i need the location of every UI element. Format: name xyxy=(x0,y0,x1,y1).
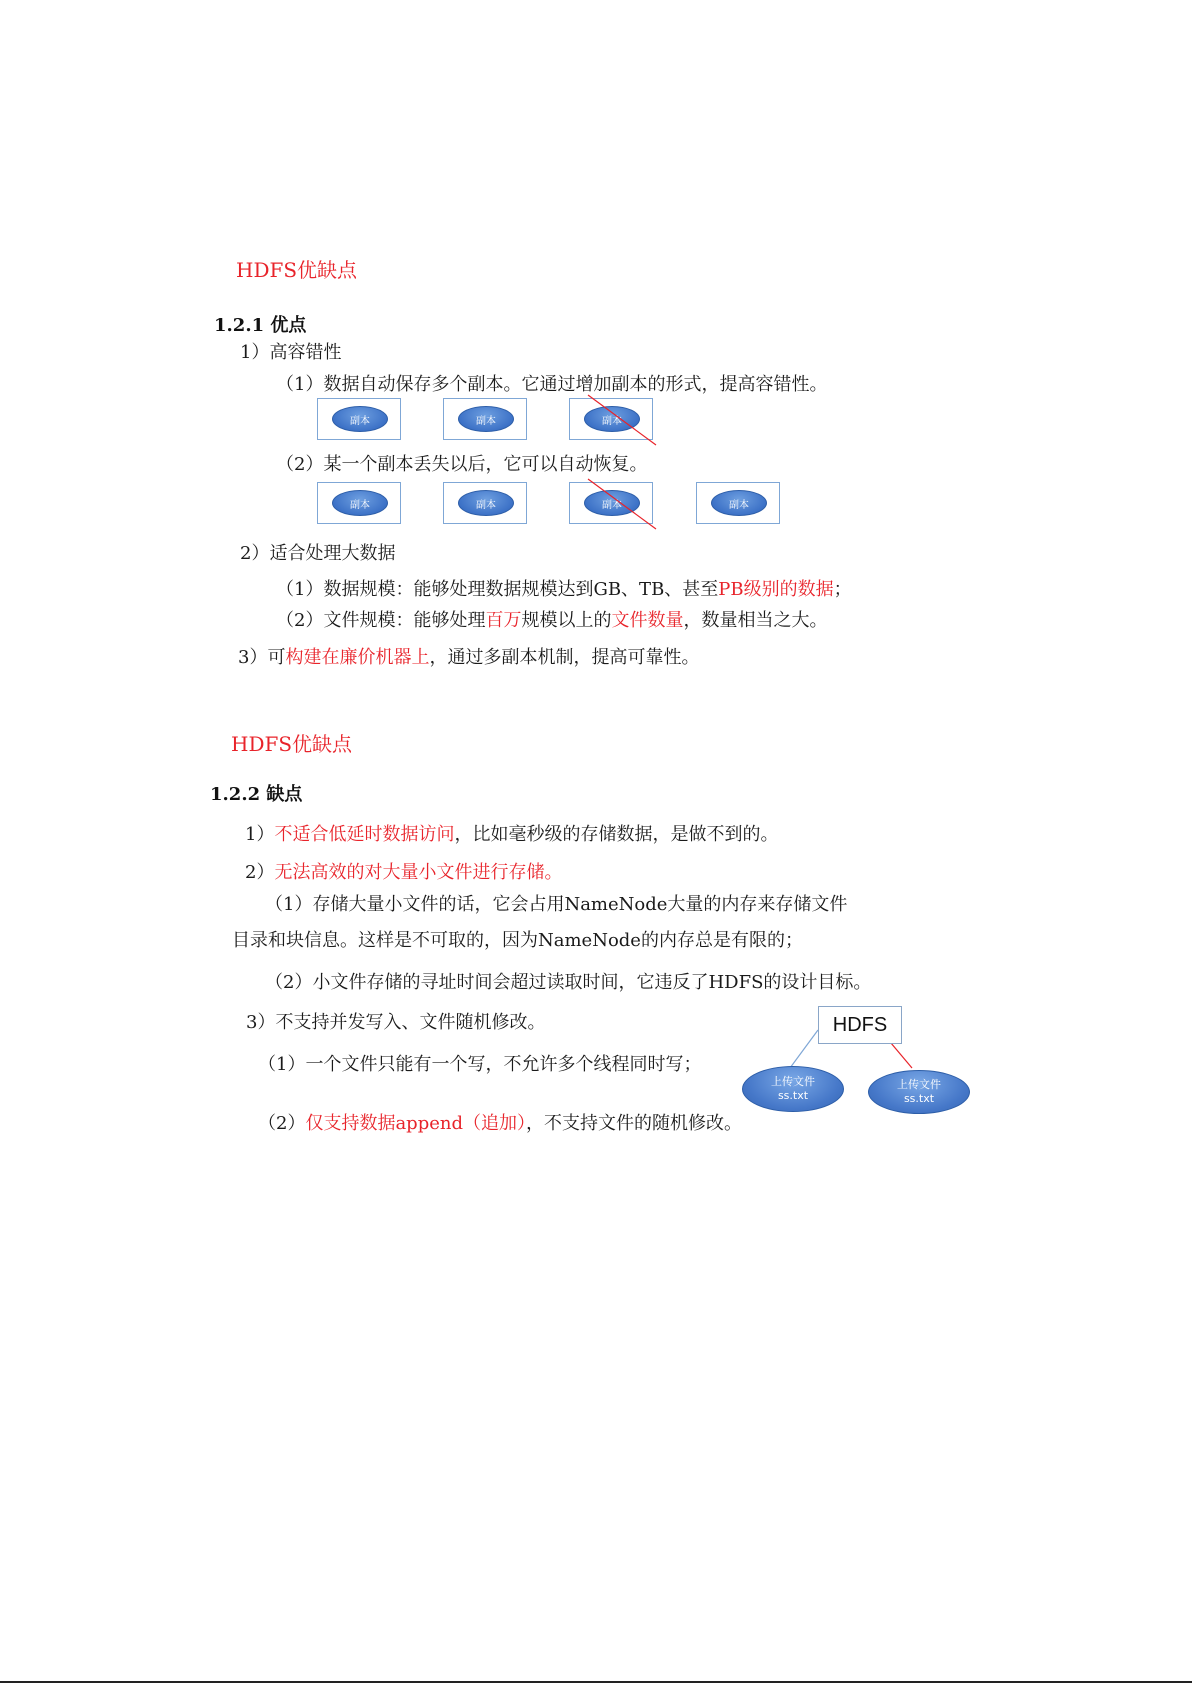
highlight-text: 仅支持数据append（追加） xyxy=(305,1113,526,1134)
text-segment: （2） xyxy=(258,1113,306,1134)
highlight-text: 百万 xyxy=(485,610,522,631)
text-segment: ，不支持文件的随机修改。 xyxy=(526,1113,742,1134)
replica-ellipse: 副本 xyxy=(584,490,640,516)
replica-ellipse: 副本 xyxy=(332,490,388,516)
cons-item-3-sub-1: （1）一个文件只能有一个写，不允许多个线程同时写； xyxy=(258,1054,702,1075)
cons-item-3: 3）不支持并发写入、文件随机修改。 xyxy=(246,1012,546,1033)
pros-item-1-sub-1: （1）数据自动保存多个副本。它通过增加副本的形式，提高容错性。 xyxy=(276,374,828,395)
highlight-text: 构建在廉价机器上 xyxy=(285,647,430,668)
highlight-text: PB级别的数据 xyxy=(718,579,834,600)
upload-label: 上传文件 xyxy=(771,1075,815,1088)
highlight-text: 文件数量 xyxy=(611,610,684,631)
file-label: ss.txt xyxy=(777,1089,809,1102)
page-bottom-rule xyxy=(0,1681,1192,1683)
text-segment: ，通过多副本机制，提高可靠性。 xyxy=(429,647,700,668)
highlight-text: 无法高效的对大量小文件进行存储。 xyxy=(274,862,563,883)
cons-item-2-sub-2: （2）小文件存储的寻址时间会超过读取时间，它违反了HDFS的设计目标。 xyxy=(265,972,872,993)
upload-file-ellipse xyxy=(868,1070,970,1114)
pros-item-2: 2）适合处理大数据 xyxy=(240,543,396,564)
upload-file-ellipse xyxy=(742,1066,844,1112)
heading-cons: 1.2.2 缺点 xyxy=(210,784,303,805)
cons-item-2-sub-1-line-2: 目录和块信息。这样是不可取的，因为NameNode的内存总是有限的； xyxy=(232,930,803,951)
replica-ellipse: 副本 xyxy=(584,406,640,432)
pros-item-1: 1）高容错性 xyxy=(240,342,342,363)
text-segment: （2）文件规模：能够处理 xyxy=(276,610,486,631)
replica-ellipse: 副本 xyxy=(332,406,388,432)
upload-label: 上传文件 xyxy=(897,1078,941,1091)
text-segment: 规模以上的 xyxy=(521,610,612,631)
text-segment: （1）数据规模：能够处理数据规模达到GB、TB、甚至 xyxy=(276,579,719,600)
text-segment: 3）可 xyxy=(238,647,286,668)
heading-pros: 1.2.1 优点 xyxy=(214,315,307,336)
text-segment: ，比如毫秒级的存储数据，是做不到的。 xyxy=(454,824,779,845)
pros-item-1-sub-2: （2）某一个副本丢失以后，它可以自动恢复。 xyxy=(276,454,648,475)
section-title-pros: HDFS优缺点 xyxy=(236,258,358,282)
text-segment: 1） xyxy=(245,824,275,845)
file-label: ss.txt xyxy=(903,1092,935,1105)
cons-item-2-sub-1-line-1: （1）存储大量小文件的话，它会占用NameNode大量的内存来存储文件 xyxy=(265,894,848,915)
highlight-text: 不适合低延时数据访问 xyxy=(274,824,455,845)
text-segment: ，数量相当之大。 xyxy=(683,610,828,631)
replica-ellipse: 副本 xyxy=(458,406,514,432)
hdfs-node: HDFS xyxy=(818,1006,902,1044)
text-segment: ； xyxy=(833,579,852,600)
section-title-cons: HDFS优缺点 xyxy=(231,732,353,756)
replica-ellipse: 副本 xyxy=(458,490,514,516)
text-segment: 2） xyxy=(245,862,275,883)
replica-ellipse: 副本 xyxy=(711,490,767,516)
